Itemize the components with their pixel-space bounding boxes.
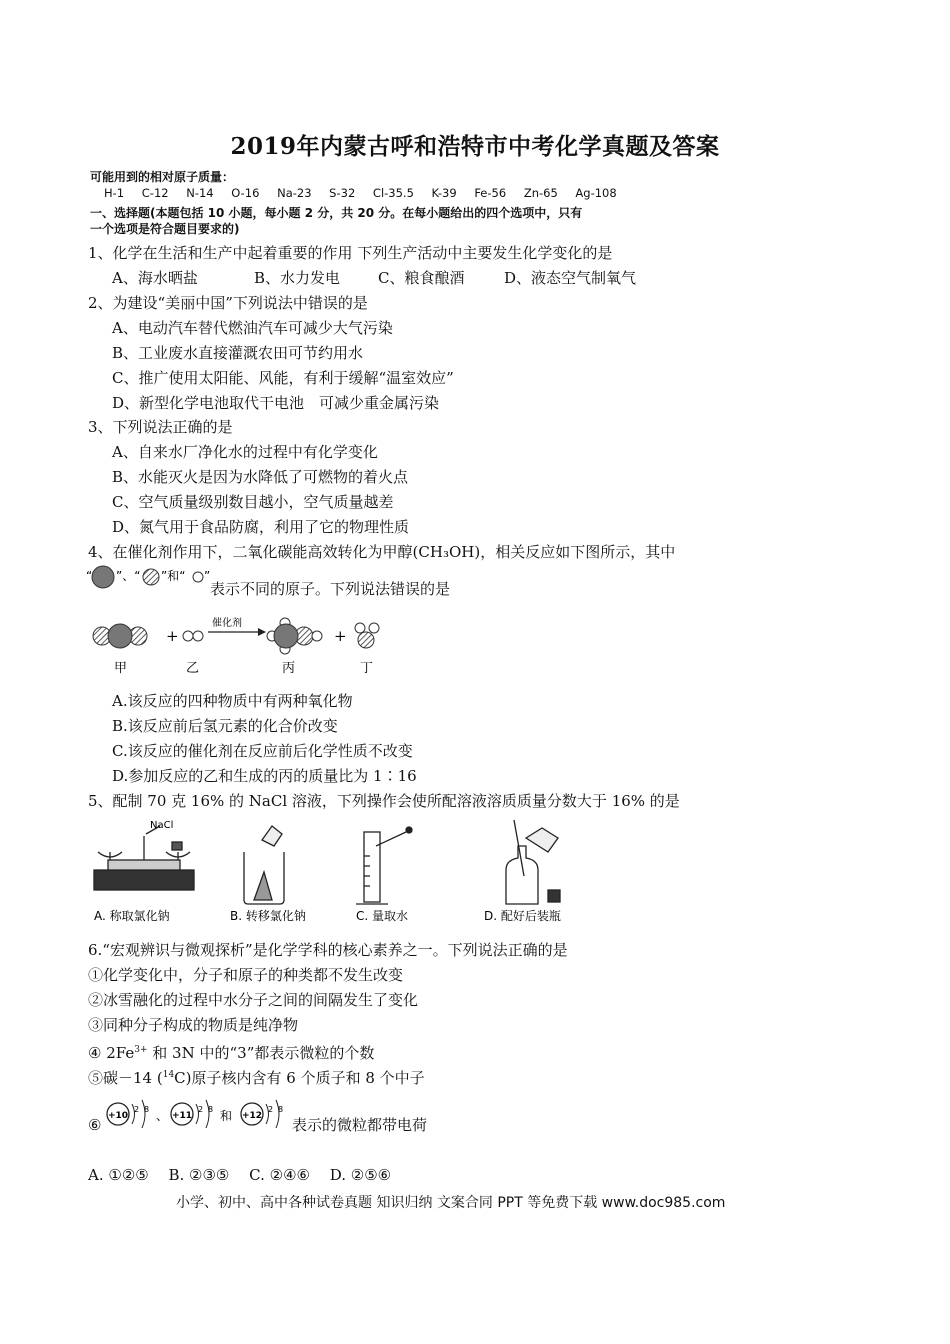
reaction-arrow-head-icon — [258, 628, 266, 636]
q1-option-b: B、水力发电 — [254, 269, 341, 287]
page-title: 2019年内蒙古呼和浩特市中考化学真题及答案 — [230, 133, 720, 160]
q4-option-c: C.该反应的催化剂在反应前后化学性质不改变 — [112, 742, 413, 760]
label-bing: 丙 — [282, 661, 296, 676]
q4-stem-continued: 表示不同的原子。下列说法错误的是 — [210, 580, 451, 598]
ion3-shell-1: 2 — [268, 1105, 274, 1114]
measuring-cylinder-icon — [356, 827, 412, 904]
q3-option-a: A、自来水厂净化水的过程中有化学变化 — [112, 443, 378, 461]
q6-stem: 6.“宏观辨识与微观探析”是化学学科的核心素养之一。下列说法正确的是 — [88, 941, 568, 959]
q6-s5-post: C)原子核内含有 6 个质子和 8 个中子 — [174, 1069, 425, 1087]
q4-stem: 4、在催化剂作用下，二氧化碳能高效转化为甲醇(CH₃OH)，相关反应如下图所示，其中 — [88, 543, 676, 561]
q6-s4-sup: 3+ — [134, 1045, 148, 1055]
footer-text: 小学、初中、高中各种试卷真题 知识归纳 文案合同 PPT 等免费下载 www.doc985.com — [176, 1195, 726, 1211]
plus-sign-1: + — [166, 627, 179, 645]
label-jia: 甲 — [114, 661, 128, 676]
catalyst-label: 催化剂 — [212, 618, 242, 629]
q6-s5-pre: ⑤碳－14 ( — [88, 1069, 163, 1087]
atomic-mass-heading: 可能用到的相对原子质量： — [90, 170, 235, 184]
plus-sign-2: + — [334, 627, 347, 645]
label-ding: 丁 — [360, 661, 374, 676]
q1-option-d: D、液态空气制氧气 — [504, 269, 637, 287]
legend-separator-2: ”和“ — [161, 569, 186, 583]
q2-stem: 2、为建设“美丽中国”下列说法中错误的是 — [88, 294, 368, 312]
q5-caption-d: D. 配好后装瓶 — [484, 909, 561, 923]
q5-lab-figure — [86, 816, 586, 926]
q6-statement-5 — [88, 1066, 425, 1087]
q5-caption-c: C. 量取水 — [356, 909, 409, 923]
ion-separator-2: 和 — [220, 1109, 233, 1123]
q6-statement-2: ②冰雪融化的过程中水分子之间的间隔发生了变化 — [88, 991, 419, 1009]
ion-structure-3 — [241, 1100, 283, 1128]
q6-s4-post: 和 3N 中的“3”都表示微粒的个数 — [147, 1044, 375, 1062]
molecule-ding-h2o — [355, 623, 379, 648]
q6-ion-diagrams — [104, 1094, 294, 1134]
legend-quote-open: “ — [86, 569, 93, 583]
ion2-shell-2: 8 — [208, 1105, 214, 1114]
atomic-mass-list: H-1 C-12 N-14 O-16 Na-23 S-32 Cl-35.5 K-39 Fe-56 Zn-65 Ag-108 — [104, 186, 617, 200]
ion3-shell-2: 8 — [278, 1105, 284, 1114]
q5-stem: 5、配制 70 克 16% 的 NaCl 溶液，下列操作会使所配溶液溶质质量分数大于 16% 的是 — [88, 792, 680, 810]
ion1-shell-1: 2 — [134, 1105, 140, 1114]
q5-caption-a: A. 称取氯化钠 — [94, 909, 170, 923]
ion1-shell-2: 8 — [144, 1105, 150, 1114]
q3-option-c: C、空气质量级别数目越小，空气质量越差 — [112, 493, 394, 511]
ion2-core: +11 — [172, 1111, 193, 1121]
section-instructions-1: 一、选择题(本题包括 10 小题，每小题 2 分，共 20 分。在每小题给出的四个选项中，只有 — [90, 206, 583, 220]
q1-stem: 1、化学在生活和生产中起着重要的作用 下列生产活动中主要发生化学变化的是 — [88, 244, 613, 262]
q4-atom-legend — [86, 564, 216, 592]
q6-statement-4 — [88, 1041, 374, 1062]
q1-option-a: A、海水晒盐 — [112, 269, 198, 287]
q4-option-b: B.该反应前后氢元素的化合价改变 — [112, 717, 338, 735]
large-grey-atom-icon — [92, 566, 114, 588]
nacl-label: NaCl — [150, 820, 174, 831]
q6-s5-sup: 14 — [162, 1070, 175, 1080]
ion-structure-1 — [107, 1100, 149, 1128]
reagent-bottle-icon — [506, 820, 560, 904]
q3-option-b: B、水能灭火是因为水降低了可燃物的着火点 — [112, 468, 409, 486]
q5-caption-b: B. 转移氯化钠 — [230, 909, 306, 923]
q2-option-b: B、工业废水直接灌溉农田可节约用水 — [112, 344, 364, 362]
q1-option-c: C、粮食酿酒 — [378, 269, 465, 287]
q4-reaction-diagram — [86, 614, 396, 676]
q6-s4-pre: ④ 2Fe — [88, 1044, 135, 1062]
legend-separator-1: ”、“ — [116, 569, 141, 583]
molecule-yi-h2 — [183, 631, 203, 641]
q6-statement-6-number: ⑥ — [88, 1116, 102, 1134]
ion2-shell-1: 2 — [198, 1105, 204, 1114]
q6-options: A. ①②⑤ B. ②③⑤ C. ②④⑥ D. ②⑤⑥ — [88, 1166, 392, 1184]
section-instructions-2: 一个选项是符合题目要求的) — [90, 222, 240, 236]
ion-separator-1: 、 — [156, 1109, 169, 1123]
beaker-icon — [244, 826, 284, 904]
q3-stem: 3、下列说法正确的是 — [88, 418, 233, 436]
q4-option-a: A.该反应的四种物质中有两种氧化物 — [112, 692, 353, 710]
q6-statement-6-text: 表示的微粒都带电荷 — [292, 1116, 428, 1134]
q2-option-a: A、电动汽车替代燃油汽车可减少大气污染 — [112, 319, 393, 337]
q2-option-c: C、推广使用太阳能、风能，有利于缓解“温室效应” — [112, 369, 454, 387]
hatched-atom-icon — [143, 569, 159, 585]
q2-option-d: D、新型化学电池取代干电池 可减少重金属污染 — [112, 394, 440, 412]
ion3-core: +12 — [242, 1111, 263, 1121]
q6-statement-1: ①化学变化中，分子和原子的种类都不发生改变 — [88, 966, 404, 984]
legend-quote-close: ” — [204, 569, 211, 583]
balance-icon — [94, 826, 194, 890]
ion-structure-2 — [171, 1100, 213, 1128]
q4-option-d: D.参加反应的乙和生成的丙的质量比为 1∶16 — [112, 767, 417, 785]
ion1-core: +10 — [108, 1111, 129, 1121]
small-white-atom-icon — [193, 572, 203, 582]
molecule-bing-ch3oh — [267, 618, 322, 654]
label-yi: 乙 — [186, 661, 200, 676]
q6-statement-3: ③同种分子构成的物质是纯净物 — [88, 1016, 299, 1034]
molecule-jia-co2 — [93, 624, 147, 648]
q3-option-d: D、氮气用于食品防腐，利用了它的物理性质 — [112, 518, 410, 536]
